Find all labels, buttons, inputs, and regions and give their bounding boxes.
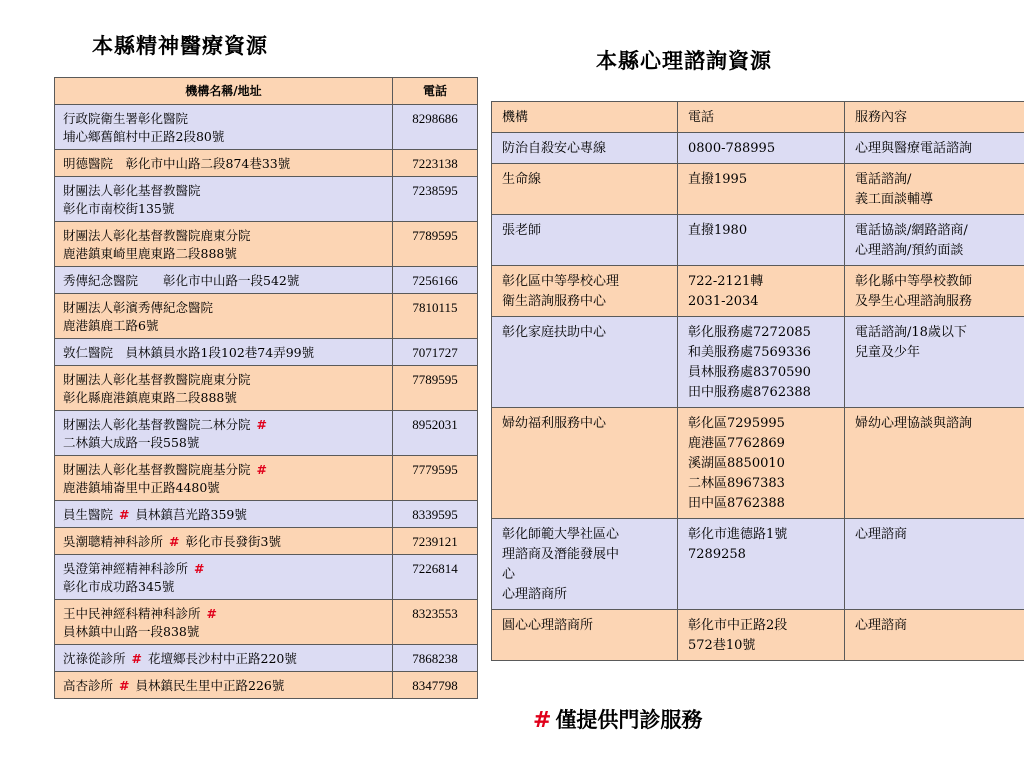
- table-row: [492, 610, 1024, 661]
- facility-phone: 7256166: [393, 267, 478, 294]
- organization-cell: [492, 215, 678, 266]
- outpatient-marker: #: [169, 534, 180, 549]
- facility-line: [63, 182, 386, 200]
- table-row: [492, 519, 1024, 610]
- table-row: [55, 105, 478, 150]
- service-line: 心理與醫療電話諮詢: [855, 141, 973, 156]
- service-cell: [845, 133, 1024, 164]
- facility-cell: [55, 501, 393, 528]
- facility-cell: [55, 555, 393, 600]
- facility-phone: 8323553: [393, 600, 478, 645]
- facility-line: [63, 605, 386, 623]
- facility-cell: [55, 339, 393, 366]
- service-line: 彰化縣中等學校教師: [855, 274, 973, 289]
- phone-line: 員林服務處8370590: [688, 365, 811, 380]
- facility-phone: 7238595: [393, 177, 478, 222]
- facility-line: [63, 227, 386, 245]
- table-row: [55, 294, 478, 339]
- organization-line: 彰化家庭扶助中心: [502, 325, 607, 340]
- facility-address: 員林鎮莒光路359號: [135, 507, 247, 522]
- phone-line: 彰化市中正路2段: [688, 618, 788, 633]
- service-line: 義工面談輔導: [855, 192, 934, 207]
- organization-line: 婦幼福利服務中心: [502, 416, 607, 431]
- phone-line: 田中區8762388: [688, 496, 785, 511]
- facility-name: 財團法人彰化基督教醫院鹿東分院: [63, 228, 251, 243]
- service-cell: [845, 266, 1024, 317]
- table-header-row: [492, 102, 1024, 133]
- organization-line: 心理諮商所: [502, 587, 568, 602]
- facility-address: 員林鎮中山路一段838號: [63, 624, 200, 639]
- service-cell: [845, 317, 1024, 408]
- outpatient-marker: #: [206, 606, 217, 621]
- psychiatric-resources-title: 本縣精神醫療資源: [92, 33, 268, 58]
- organization-line: 張老師: [502, 223, 542, 238]
- counseling-resources-title: 本縣心理諮詢資源: [596, 48, 772, 73]
- table-row: [55, 528, 478, 555]
- phone-line: 彰化區7295995: [688, 416, 785, 431]
- table-row: [55, 222, 478, 267]
- facility-phone: 7789595: [393, 366, 478, 411]
- header-name-address: 機構名稱/地址: [55, 78, 393, 105]
- facility-name: 吳澄第神經精神科診所: [63, 561, 189, 576]
- organization-cell: [492, 610, 678, 661]
- facility-phone: 8298686: [393, 105, 478, 150]
- organization-cell: [492, 133, 678, 164]
- facility-cell: [55, 528, 393, 555]
- facility-address: 彰化市成功路345號: [63, 579, 175, 594]
- table-row: [55, 150, 478, 177]
- facility-address: 彰化市南校街135號: [63, 201, 175, 216]
- service-line: 兒童及少年: [855, 345, 921, 360]
- phone-cell: [678, 317, 845, 408]
- phone-line: 7289258: [688, 547, 746, 562]
- phone-line: 直撥1995: [688, 172, 748, 187]
- facility-name: 財團法人彰化基督教醫院鹿基分院: [63, 462, 251, 477]
- facility-cell: [55, 411, 393, 456]
- table-row: [55, 645, 478, 672]
- facility-name: 沈祿從診所: [63, 651, 126, 666]
- facility-name: 秀傳紀念醫院 彰化市中山路一段542號: [63, 273, 300, 288]
- facility-line: [63, 155, 386, 173]
- organization-cell: [492, 266, 678, 317]
- phone-cell: [678, 215, 845, 266]
- service-cell: [845, 408, 1024, 519]
- facility-address: 彰化縣鹿港鎮鹿東路二段888號: [63, 390, 237, 405]
- phone-line: 直撥1980: [688, 223, 748, 238]
- outpatient-only-note: [533, 704, 702, 734]
- table-row: [55, 339, 478, 366]
- service-line: 心理諮商: [855, 527, 908, 542]
- facility-name: 明德醫院 彰化市中山路二段874巷33號: [63, 156, 291, 171]
- phone-line: 彰化服務處7272085: [688, 325, 811, 340]
- counseling-resources-table: [491, 101, 1024, 661]
- facility-name: 行政院衛生署彰化醫院: [63, 111, 189, 126]
- facility-phone: 7071727: [393, 339, 478, 366]
- facility-cell: [55, 294, 393, 339]
- table-row: [55, 366, 478, 411]
- service-line: 婦幼心理協談與諮詢: [855, 416, 973, 431]
- table-header-row: [55, 78, 478, 105]
- header-service: 服務內容: [845, 102, 1024, 133]
- service-cell: [845, 215, 1024, 266]
- table-row: [492, 164, 1024, 215]
- facility-name: 財團法人彰化基督教醫院: [63, 183, 201, 198]
- phone-line: 572巷10號: [688, 638, 756, 653]
- organization-cell: [492, 519, 678, 610]
- facility-line: [63, 416, 386, 434]
- organization-cell: [492, 408, 678, 519]
- facility-phone: 7226814: [393, 555, 478, 600]
- organization-line: 圓心心理諮商所: [502, 618, 594, 633]
- table-row: [55, 501, 478, 528]
- facility-cell: [55, 105, 393, 150]
- organization-line: 心: [502, 567, 516, 582]
- facility-phone: 8952031: [393, 411, 478, 456]
- facility-name: 員生醫院: [63, 507, 114, 522]
- service-cell: [845, 164, 1024, 215]
- organization-line: 彰化區中等學校心理: [502, 274, 620, 289]
- facility-line: [63, 272, 386, 290]
- table-row: [492, 266, 1024, 317]
- phone-line: 田中服務處8762388: [688, 385, 811, 400]
- header-phone: 電話: [393, 78, 478, 105]
- facility-cell: [55, 600, 393, 645]
- service-line: 電話諮詢/18歲以下: [855, 325, 967, 340]
- facility-address: 花壇鄉長沙村中正路220號: [148, 651, 297, 666]
- phone-line: 二林區8967383: [688, 476, 785, 491]
- service-cell: [845, 610, 1024, 661]
- organization-line: 理諮商及潛能發展中: [502, 547, 620, 562]
- phone-cell: [678, 133, 845, 164]
- facility-phone: 7239121: [393, 528, 478, 555]
- organization-cell: [492, 317, 678, 408]
- facility-line: [63, 533, 386, 551]
- note-text: 僅提供門診服務: [555, 707, 703, 732]
- facility-line: [63, 299, 386, 317]
- facility-phone: 7810115: [393, 294, 478, 339]
- facility-phone: 7223138: [393, 150, 478, 177]
- organization-line: 生命線: [502, 172, 542, 187]
- facility-cell: [55, 366, 393, 411]
- service-line: 心理諮詢/預約面談: [855, 243, 964, 258]
- facility-phone: 8347798: [393, 672, 478, 699]
- facility-name: 王中民神經科精神科診所: [63, 606, 201, 621]
- table-row: [55, 267, 478, 294]
- table-row: [55, 600, 478, 645]
- facility-name: 敦仁醫院 員林鎮員水路1段102巷74弄99號: [63, 345, 315, 360]
- outpatient-marker: #: [119, 678, 130, 693]
- facility-line: [63, 650, 386, 668]
- outpatient-marker: #: [256, 417, 267, 432]
- table-row: [55, 456, 478, 501]
- phone-line: 和美服務處7569336: [688, 345, 811, 360]
- facility-phone: 7789595: [393, 222, 478, 267]
- organization-cell: [492, 164, 678, 215]
- facility-phone: 8339595: [393, 501, 478, 528]
- table-row: [55, 411, 478, 456]
- outpatient-marker: #: [131, 651, 142, 666]
- facility-address: 鹿港鎮東崎里鹿東路二段888號: [63, 246, 237, 261]
- organization-line: 彰化師範大學社區心: [502, 527, 620, 542]
- service-line: 電話諮詢/: [855, 172, 912, 187]
- table-row: [492, 317, 1024, 408]
- facility-address: 埔心鄉舊館村中正路2段80號: [63, 129, 225, 144]
- service-line: 電話協談/網路諮商/: [855, 223, 968, 238]
- service-line: 及學生心理諮詢服務: [855, 294, 973, 309]
- facility-cell: [55, 645, 393, 672]
- phone-line: 2031-2034: [688, 294, 759, 309]
- outpatient-marker: #: [194, 561, 205, 576]
- table-row: [55, 555, 478, 600]
- header-phone: 電話: [678, 102, 845, 133]
- facility-address: 彰化市長發街3號: [185, 534, 281, 549]
- phone-cell: [678, 519, 845, 610]
- phone-line: 722-2121轉: [688, 274, 764, 289]
- facility-address: 鹿港鎮埔崙里中正路4480號: [63, 480, 220, 495]
- facility-name: 財團法人彰化基督教醫院二林分院: [63, 417, 251, 432]
- psychiatric-resources-table: [54, 77, 478, 699]
- facility-cell: [55, 456, 393, 501]
- header-organization: 機構: [492, 102, 678, 133]
- table-row: [55, 672, 478, 699]
- phone-cell: [678, 408, 845, 519]
- phone-line: 溪湖區8850010: [688, 456, 785, 471]
- phone-cell: [678, 164, 845, 215]
- organization-line: 防治自殺安心專線: [502, 141, 607, 156]
- facility-name: 吳潮聰精神科診所: [63, 534, 164, 549]
- facility-address: 鹿港鎮鹿工路6號: [63, 318, 159, 333]
- facility-name: 高杏診所: [63, 678, 114, 693]
- facility-line: [63, 344, 386, 362]
- facility-address: 員林鎮民生里中正路226號: [135, 678, 285, 693]
- service-line: 心理諮商: [855, 618, 908, 633]
- phone-cell: [678, 266, 845, 317]
- phone-line: 鹿港區7762869: [688, 436, 785, 451]
- table-row: [55, 177, 478, 222]
- facility-name: 財團法人彰濱秀傳紀念醫院: [63, 300, 214, 315]
- outpatient-marker: #: [119, 507, 130, 522]
- facility-phone: 7779595: [393, 456, 478, 501]
- facility-address: 二林鎮大成路一段558號: [63, 435, 200, 450]
- table-row: [492, 133, 1024, 164]
- service-cell: [845, 519, 1024, 610]
- facility-line: [63, 461, 386, 479]
- facility-cell: [55, 150, 393, 177]
- facility-cell: [55, 177, 393, 222]
- phone-line: 0800-788995: [688, 141, 776, 156]
- outpatient-marker: #: [533, 708, 552, 733]
- table-row: [492, 408, 1024, 519]
- facility-cell: [55, 672, 393, 699]
- organization-line: 衛生諮詢服務中心: [502, 294, 607, 309]
- facility-cell: [55, 267, 393, 294]
- phone-cell: [678, 610, 845, 661]
- facility-phone: 7868238: [393, 645, 478, 672]
- facility-line: [63, 677, 386, 695]
- outpatient-marker: #: [256, 462, 267, 477]
- facility-line: [63, 110, 386, 128]
- facility-line: [63, 560, 386, 578]
- facility-line: [63, 371, 386, 389]
- phone-line: 彰化市進德路1號: [688, 527, 788, 542]
- table-row: [492, 215, 1024, 266]
- facility-cell: [55, 222, 393, 267]
- facility-line: [63, 506, 386, 524]
- facility-name: 財團法人彰化基督教醫院鹿東分院: [63, 372, 251, 387]
